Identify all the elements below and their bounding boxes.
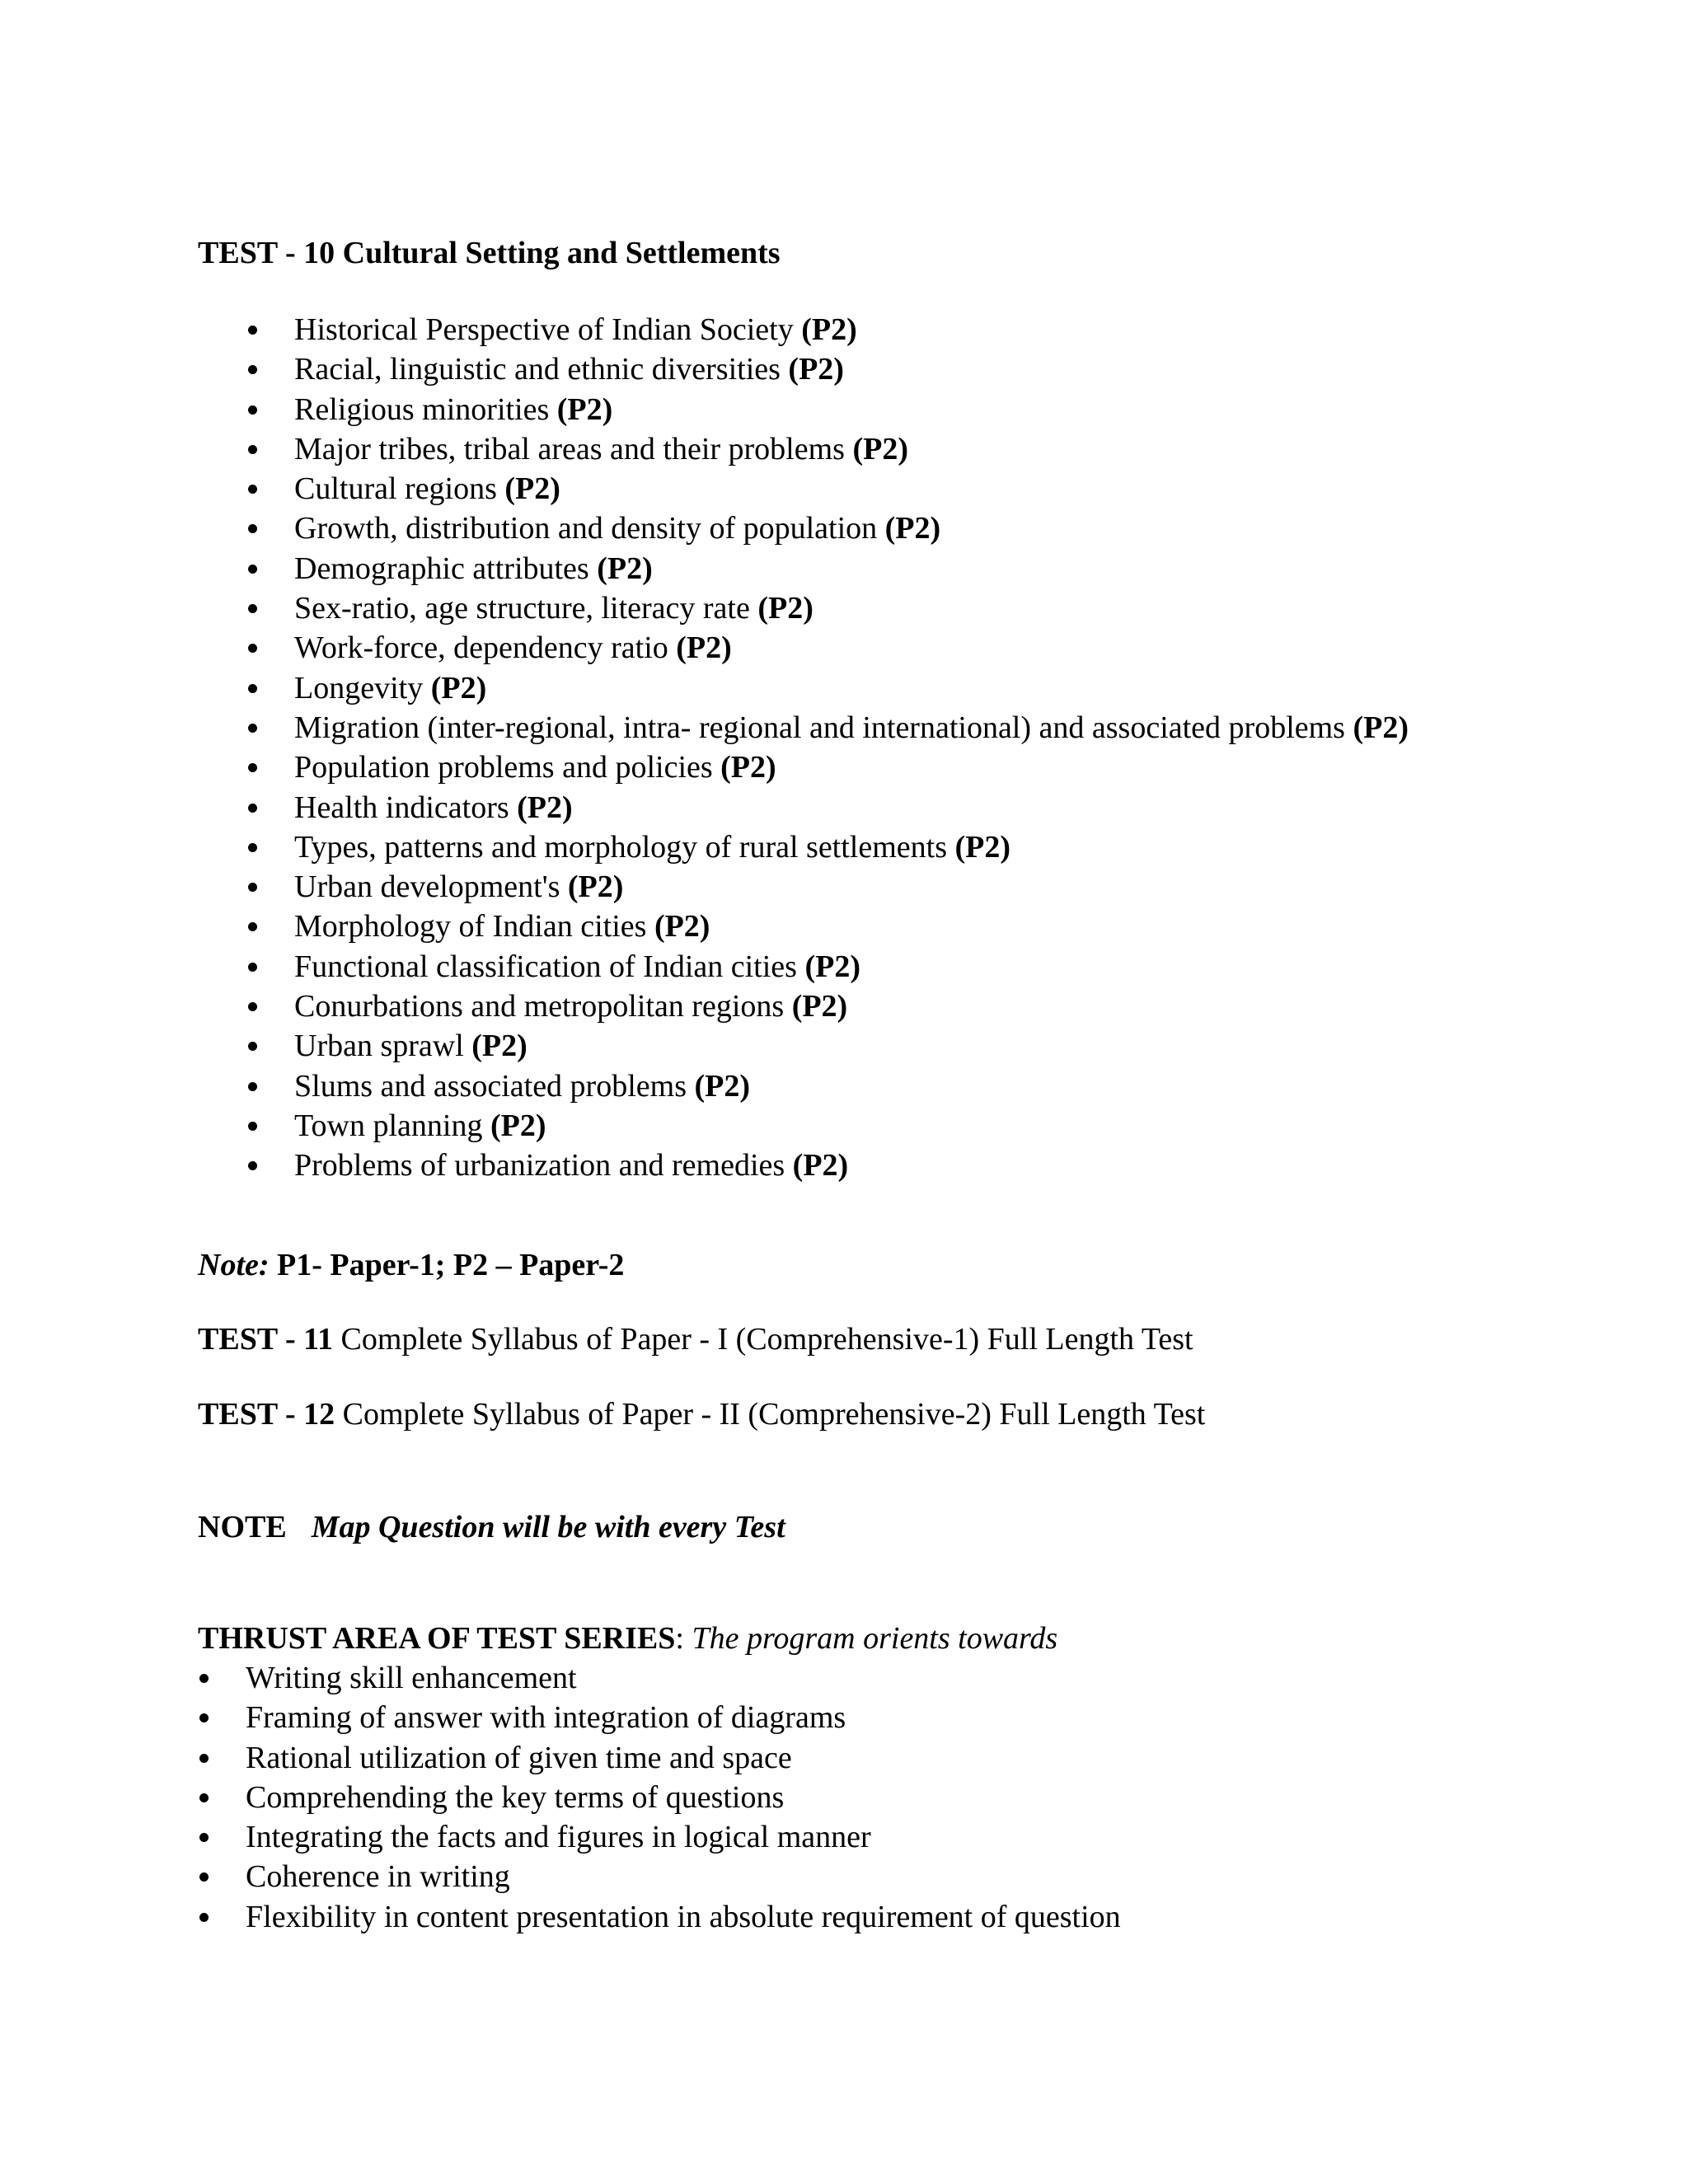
topic-text: Problems of urbanization and remedies [294, 1148, 793, 1183]
topic-text: Demographic attributes [294, 551, 598, 586]
test12-label: TEST - 12 [198, 1397, 335, 1432]
topic-item [294, 907, 1409, 946]
paper-tag: (P2) [1353, 710, 1409, 745]
topic-item [294, 827, 1409, 867]
topic-text: Health indicators [294, 790, 518, 825]
thrust-item: Framing of answer with integration of diagrams [246, 1698, 1121, 1737]
topic-text: Sex-ratio, age structure, literacy rate [294, 591, 758, 626]
thrust-colon: : [675, 1621, 692, 1656]
topic-item [294, 1106, 1409, 1146]
paper-tag: (P2) [791, 989, 848, 1024]
topic-item [294, 1026, 1409, 1066]
paper-tag: (P2) [801, 312, 857, 347]
topic-item [294, 390, 1409, 429]
test12-text: Complete Syllabus of Paper - II (Comprehensive-2) Full Length Test [335, 1397, 1206, 1432]
thrust-heading [198, 1619, 1057, 1658]
topic-text: Urban sprawl [294, 1029, 472, 1064]
paper-tag: (P2) [694, 1068, 751, 1104]
thrust-subtitle: The program orients towards [692, 1621, 1058, 1656]
topic-text: Cultural regions [294, 471, 505, 507]
paper-note-label: Note: [198, 1248, 270, 1282]
topic-text: Racial, linguistic and ethnic diversities [294, 352, 789, 387]
paper-tag: (P2) [788, 352, 844, 387]
test12-line [198, 1394, 1205, 1434]
topic-text: Growth, distribution and density of population [294, 511, 885, 546]
paper-tag: (P2) [567, 869, 624, 905]
topic-item [294, 469, 1409, 509]
map-note [198, 1507, 785, 1547]
test10-topics-list [294, 310, 1409, 1186]
paper-tag: (P2) [556, 391, 613, 427]
paper-tag: (P2) [954, 829, 1011, 865]
paper-note-text: P1- Paper-1; P2 – Paper-2 [269, 1248, 625, 1282]
paper-tag: (P2) [792, 1148, 849, 1183]
paper-tag: (P2) [654, 909, 710, 944]
paper-tag: (P2) [597, 551, 653, 586]
topic-item [294, 987, 1409, 1026]
test10-heading: TEST - 10 Cultural Setting and Settlements [198, 236, 781, 270]
test11-line [198, 1319, 1193, 1359]
thrust-item: Comprehending the key terms of questions [246, 1778, 1121, 1817]
topic-text: Morphology of Indian cities [294, 909, 654, 944]
topic-item [294, 708, 1409, 748]
topic-item [294, 310, 1409, 349]
topic-item [294, 509, 1409, 548]
test11-label: TEST - 11 [198, 1322, 334, 1357]
paper-tag: (P2) [471, 1029, 528, 1064]
paper-tag: (P2) [504, 471, 560, 507]
thrust-item: Integrating the facts and figures in logical manner [246, 1817, 1121, 1857]
topic-item [294, 1146, 1409, 1185]
topic-item [294, 588, 1409, 628]
topic-text: Migration (inter-regional, intra- regional and international) and associated problems [294, 710, 1353, 745]
topic-text: Functional classification of Indian cities [294, 949, 805, 984]
topic-text: Religious minorities [294, 391, 557, 427]
thrust-item: Coherence in writing [246, 1857, 1121, 1896]
paper-tag: (P2) [490, 1108, 546, 1143]
topic-item [294, 628, 1409, 668]
paper-tag: (P2) [517, 790, 573, 825]
topic-item [294, 349, 1409, 389]
topic-text: Urban development's [294, 869, 568, 905]
topic-text: Work-force, dependency ratio [294, 630, 677, 666]
paper-tag: (P2) [430, 670, 487, 705]
map-note-label: NOTE [198, 1510, 287, 1544]
thrust-item: Flexibility in content presentation in absolute requirement of question [246, 1897, 1121, 1937]
paper-tag: (P2) [884, 511, 941, 546]
topic-text: Types, patterns and morphology of rural settlements [294, 829, 955, 865]
topic-item [294, 867, 1409, 907]
topic-text: Historical Perspective of Indian Society [294, 312, 802, 347]
paper-tag: (P2) [757, 591, 814, 626]
topic-text: Conurbations and metropolitan regions [294, 989, 792, 1024]
map-note-text: Map Question will be with every Test [311, 1510, 785, 1544]
paper-tag: (P2) [852, 431, 908, 466]
thrust-items-list [246, 1658, 1121, 1937]
topic-text: Population problems and policies [294, 750, 721, 785]
topic-item [294, 429, 1409, 469]
topic-item [294, 947, 1409, 987]
topic-text: Town planning [294, 1108, 490, 1143]
paper-tag: (P2) [676, 630, 732, 666]
thrust-item: Writing skill enhancement [246, 1658, 1121, 1698]
topic-text: Major tribes, tribal areas and their problems [294, 431, 853, 466]
test11-text: Complete Syllabus of Paper - I (Comprehensive-1) Full Length Test [333, 1322, 1193, 1357]
topic-item [294, 748, 1409, 787]
topic-text: Longevity [294, 670, 431, 705]
thrust-label: THRUST AREA OF TEST SERIES [198, 1621, 676, 1656]
topic-item [294, 549, 1409, 588]
topic-item [294, 1066, 1409, 1106]
topic-text: Slums and associated problems [294, 1068, 695, 1104]
thrust-item: Rational utilization of given time and space [246, 1738, 1121, 1778]
paper-tag: (P2) [804, 949, 860, 984]
topic-item [294, 668, 1409, 708]
paper-note [198, 1245, 624, 1285]
topic-item [294, 788, 1409, 827]
paper-tag: (P2) [720, 750, 776, 785]
